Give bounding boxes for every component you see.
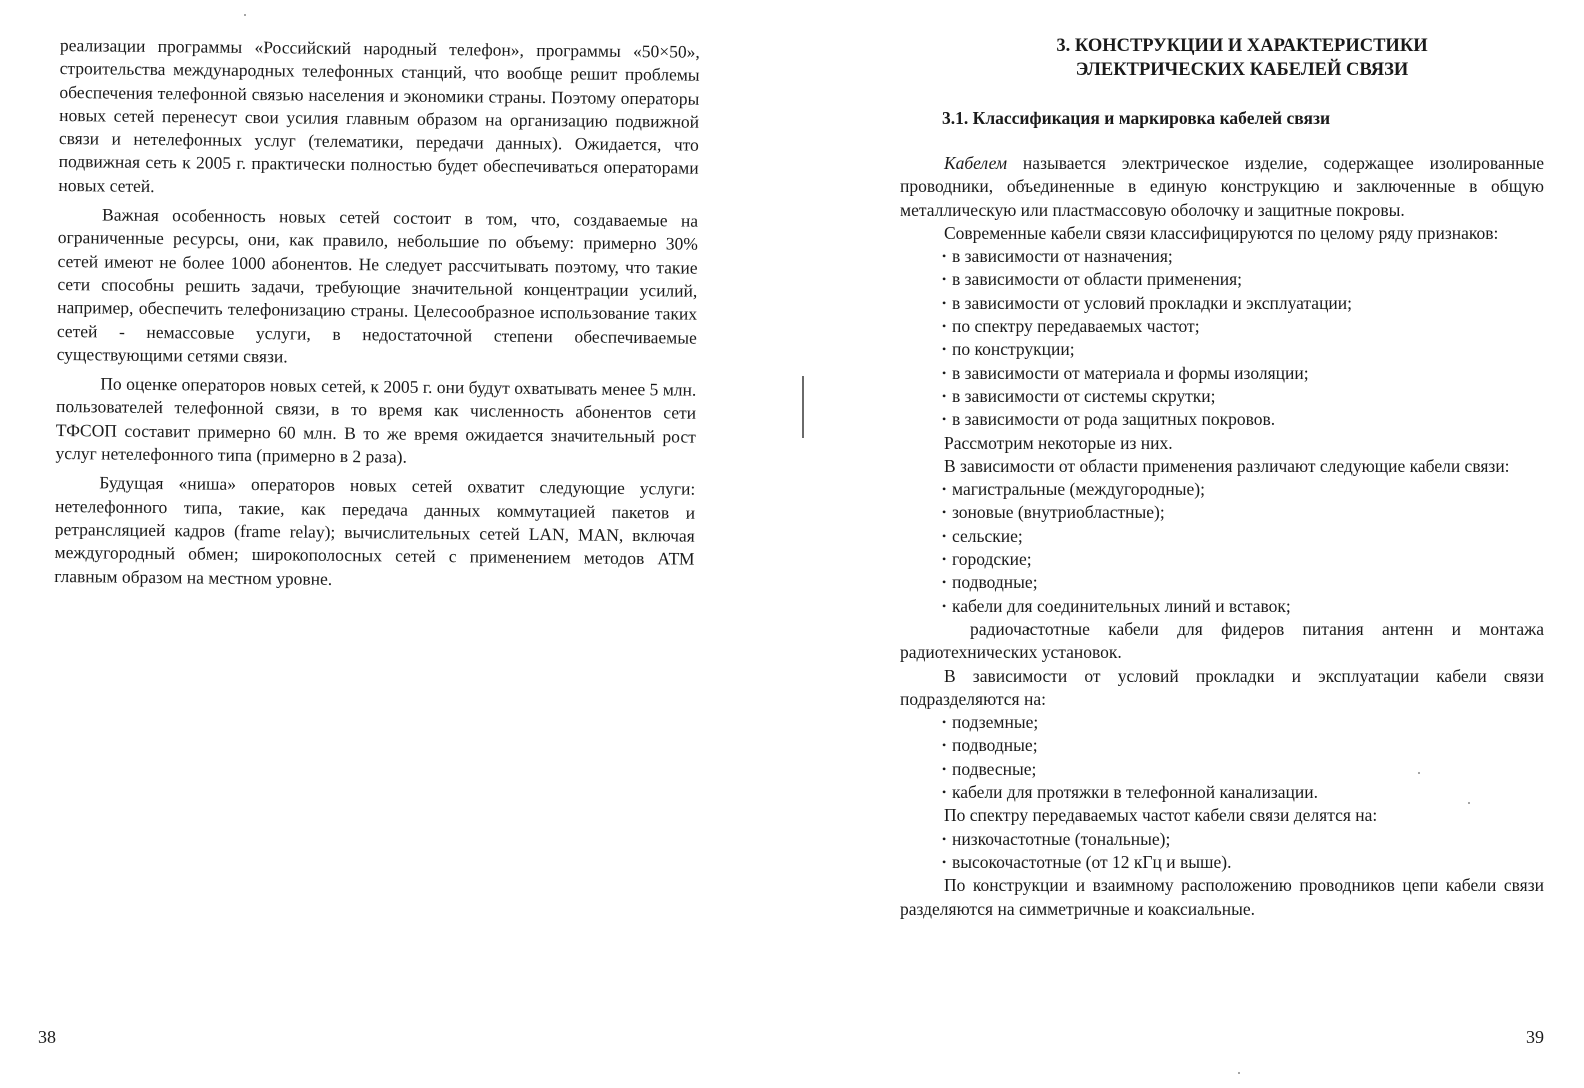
left-paragraph-2: Важная особенность новых сетей состоит в том, что, создаваемые на ограниченные ресурсы, они, как правило, небольшие по объему: примерно 30% сетей имеют не более 1000 абонентов. Не следует рассчитывать поэтому, что такие сети способны решить задачи, требующие значительной концентрации усилий, например, обеспечить телефонизацию страны. Целесообразное использование таких сетей - немассовые услуги, в недостаточной степени обеспечиваемые существующими сетями связи. [56, 204, 699, 367]
chapter-title-line-1: 3. КОНСТРУКЦИИ И ХАРАКТЕРИСТИКИ [1056, 36, 1428, 56]
application-list [900, 478, 1544, 664]
list-item: • подземные; [900, 711, 1544, 734]
consider-line: Рассмотрим некоторые из них. [944, 432, 1173, 453]
list-item: • подводные; [900, 734, 1544, 757]
definition-term: Кабелем [944, 153, 1008, 173]
list-item: • магистральные (междугородные); [900, 478, 1544, 501]
list-item: • в зависимости от системы скрутки; [900, 385, 1544, 408]
left-paragraph-4: Будущая «ниша» операторов новых сетей охватит следующие услуги: нетелефонного типа, такие, как передача данных коммутацией пакетов и ретрансляцией кадров (frame relay); вычислительных сетей LAN, MAN, включая междугородный обмен; широкополосных сетей с применением методов АТМ главным образом на местном уровне. [54, 472, 696, 589]
page-number-left: 38 [38, 1027, 56, 1047]
list-item: • сельские; [900, 525, 1544, 548]
definition-paragraph [900, 152, 1544, 222]
chapter-title [900, 34, 1544, 82]
list-item: • высокочастотные (от 12 кГц и выше). [900, 851, 1544, 874]
application-intro: В зависимости от области применения различают следующие кабели связи: [944, 455, 1510, 476]
scan-speck [1238, 1072, 1240, 1074]
scan-speck [244, 14, 246, 16]
laying-list [900, 711, 1544, 804]
list-item: • зоновые (внутриобластные); [900, 501, 1544, 524]
list-item: • кабели для соединительных линий и вставок; [900, 595, 1544, 618]
list-item: • по спектру передаваемых частот; [900, 315, 1544, 338]
right-page [792, 0, 1584, 1088]
list-item: • подвесные; [900, 758, 1544, 781]
list-item: • в зависимости от рода защитных покровов. [900, 408, 1544, 431]
page-number-right: 39 [1526, 1027, 1544, 1047]
scan-speck [1468, 802, 1470, 804]
definition-text: называется электрическое изделие, содержащее изолированные проводники, объединенные в единую конструкцию и заключенные в общую металлическую или пластмассовую оболочку и защитные покровы. [900, 153, 1544, 220]
list-item: • кабели для протяжки в телефонной канализации. [900, 781, 1544, 804]
criteria-list [900, 245, 1544, 431]
list-item: • низкочастотные (тональные); [900, 828, 1544, 851]
spectrum-intro: По спектру передаваемых частот кабели связи делятся на: [944, 805, 1378, 826]
list-item: • радиочастотные кабели для фидеров питания антенн и монтажа радиотехнических установок. [900, 618, 1544, 665]
section-title: 3.1. Классификация и маркировка кабелей связи [942, 108, 1331, 128]
list-item: • подводные; [900, 571, 1544, 594]
list-item: • городские; [900, 548, 1544, 571]
list-item: • в зависимости от назначения; [900, 245, 1544, 268]
scan-speck [1418, 772, 1420, 774]
laying-intro: В зависимости от условий прокладки и эксплуатации кабели связи подразделяются на: [900, 665, 1544, 709]
construction-paragraph: По конструкции и взаимному расположению проводников цепи кабели связи разделяются на симметричные и коаксиальные. [900, 875, 1544, 919]
right-text-column [900, 34, 1544, 921]
left-text-column [54, 34, 700, 594]
left-paragraph-3: По оценке операторов новых сетей, к 2005 г. они будут охватывать менее 5 млн. пользователей телефонной связи, в то время как численность абонентов сети ТФСОП составит примерно 60 млн. В то же время ожидается значительный рост услуг нетелефонного типа (примерно в 2 раза). [55, 373, 697, 467]
chapter-title-line-2: ЭЛЕКТРИЧЕСКИХ КАБЕЛЕЙ СВЯЗИ [1075, 60, 1409, 80]
list-item: • в зависимости от условий прокладки и эксплуатации; [900, 292, 1544, 315]
list-item: • по конструкции; [900, 338, 1544, 361]
classification-intro: Современные кабели связи классифицируются по целому ряду признаков: [944, 222, 1499, 243]
list-item: • в зависимости от материала и формы изоляции; [900, 362, 1544, 385]
spectrum-list [900, 828, 1544, 875]
list-item: • в зависимости от области применения; [900, 268, 1544, 291]
left-paragraph-1: реализации программы «Российский народный телефон», программы «50×50», строительства международных телефонных станций, что вообще решит проблемы обеспечения телефонной связью населения и экономики страны. Поэтому операторы новых сетей перенесут свои усилия главным образом на организацию подвижной связи и нетелефонных услуг (телематики, передачи данных). Ожидается, что подвижная сеть к 2005 г. практически полностью будет обеспечиваться операторами новых сетей. [58, 34, 700, 196]
